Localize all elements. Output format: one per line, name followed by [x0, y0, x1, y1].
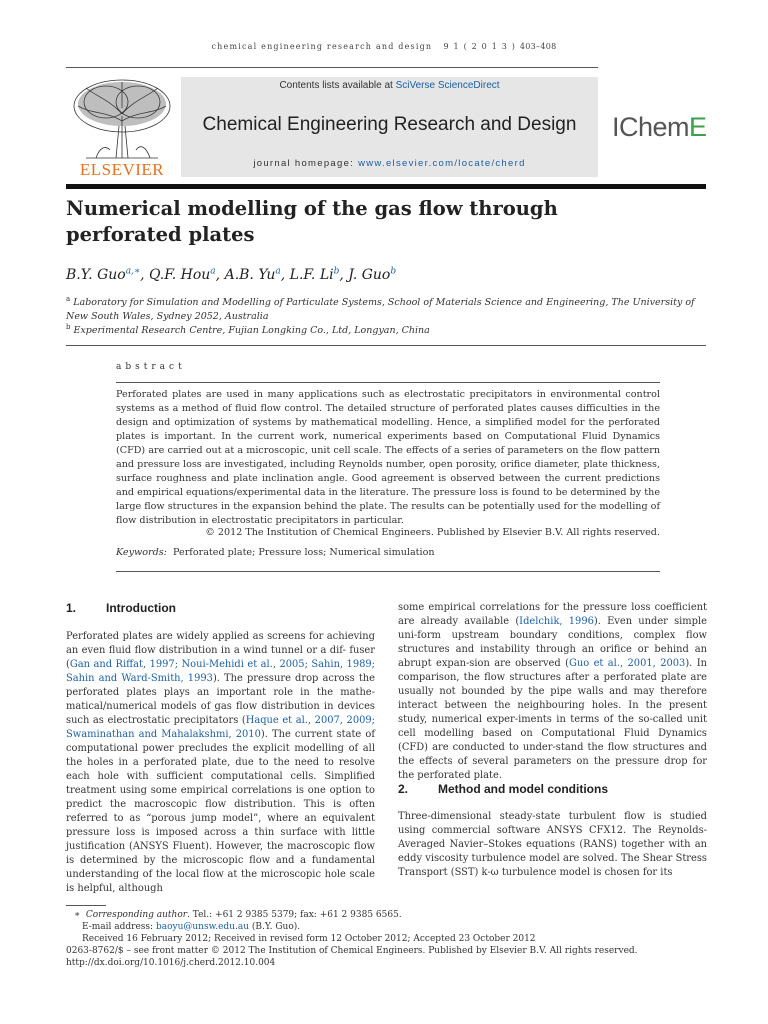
contents-prefix: Contents lists available at — [279, 80, 396, 91]
intro-paragraph: Perforated plates are widely applied as screens for achieving an even fluid flow distribution in a wind tunnel or a dif- fuser (Gan and Riffat, 1997; Noui-Mehidi et al., 2005; Sahin, 1989; Sahin and Ward-Smith, 1993). The pressure drop across the perforated plates plays an important role in the mathe-matical/numerical models of gas flow distribution in devices such as electrostatic precipitators (Haque et al., 2007, 2009; Swaminathan and Mahalakshmi, 2010). The current state of computational power precludes the explicit modelling of all the holes in a perforated plate, due to the need to resolve each hole with sufficient computational cells. Simplified treatment using some empirical correlations is one option to predict the macroscopic flow distribution. This is often referred to as “porous jump model”, where an equivalent pressure loss is imposed across a thin surface with little justification (ANSYS Fluent). However, the macroscopic flow is determined by the microscopic flow and a fundamental understanding of the local flow at the microscopic hole scale is helpful, although — [66, 631, 376, 894]
author: B.Y. Guo$^{a,∗}$, — [66, 266, 149, 283]
author: A.B. Yu$^a$, — [224, 266, 290, 283]
keywords-list: Perforated plate; Pressure loss; Numerical simulation — [173, 547, 435, 558]
citation-link[interactable]: Idelchik, 1996 — [519, 616, 594, 627]
affiliation-a: $^a$ Laboratory for Simulation and Modelling of Particulate Systems, School of Materials Science and Engineering, The University of New South Wales, Sydney 2052, Australia — [66, 295, 695, 323]
contents-line — [181, 80, 598, 91]
elsevier-wordmark: ELSEVIER — [79, 160, 165, 179]
running-head-volume: 9 1 ( 2 0 1 3 ) — [443, 42, 517, 51]
top-rule — [66, 67, 598, 68]
homepage-link[interactable]: www.elsevier.com/locate/cherd — [358, 158, 526, 169]
citation-link[interactable]: Gan and Riffat, 1997; Noui-Mehidi et al., 2005; Sahin, 1989; Sahin and Ward-Smith, 1993 — [66, 659, 375, 684]
intro-paragraph-continued: some empirical correlations for the pressure loss coefficient are already available (Idelchik, 1996). Even under simple uni-form upstream boundary conditions, complex flow structures and instability through an orifice or behind an abrupt expan-sion are observed (Guo et al., 2001, 2003). In comparison, the flow structures after a perforated plate are usually not bounded by the pipe walls and may therefore interact between the neighbouring holes. In the present study, numerical exper-iments in terms of the so-called unit cell modelling based on Computational Fluid Dynamics (CFD) are conducted to under-stand the flow structures and the effects of several parameters on the pressure drop for the perforated plate. — [398, 602, 707, 781]
keywords-rule — [116, 571, 660, 572]
section-heading-method: 2. Method and model conditions — [398, 782, 608, 796]
section-rule — [66, 345, 706, 346]
article-title: Numerical modelling of the gas flow through perforated plates — [66, 197, 558, 246]
abstract-rule — [116, 382, 660, 383]
footnote-rule — [66, 905, 106, 906]
issn-line: 0263-8762/$ – see front matter © 2012 The Institution of Chemical Engineers. Published by Elsevier B.V. All rights reserved. — [66, 946, 638, 956]
affiliation-b: $^b$ Experimental Research Centre, Fujian Longking Co., Ltd, Longyan, China — [66, 323, 430, 337]
abstract-copyright: © 2012 The Institution of Chemical Engineers. Published by Elsevier B.V. All rights reserved. — [205, 527, 660, 538]
email-note: E-mail address: baoyu@unsw.edu.au (B.Y. Guo). — [82, 922, 301, 932]
homepage-label: journal homepage: — [253, 158, 359, 169]
received-dates: Received 16 February 2012; Received in revised form 12 October 2012; Accepted 23 October 2012 — [82, 934, 536, 944]
author: L.F. Li$^b$, — [289, 266, 349, 283]
journal-homepage — [181, 158, 598, 169]
section-heading-introduction: 1. Introduction — [66, 601, 176, 615]
citation-link[interactable]: Guo et al., 2001, 2003 — [568, 658, 686, 669]
corresponding-author-note: ∗ Corresponding author. Tel.: +61 2 9385 5379; fax: +61 2 9385 6565. — [74, 910, 402, 920]
icheme-logo: IChemE — [612, 112, 707, 142]
running-head-journal: chemical engineering research and design — [211, 42, 433, 51]
author-list — [66, 266, 706, 283]
keywords-line — [116, 547, 660, 558]
email-link[interactable]: baoyu@unsw.edu.au — [155, 922, 249, 932]
running-head — [0, 42, 768, 51]
sciencedirect-link[interactable]: SciVerse ScienceDirect — [395, 80, 500, 91]
journal-title: Chemical Engineering Research and Design — [202, 114, 577, 135]
method-paragraph: Three-dimensional steady-state turbulent flow is studied using commercial software ANSYS CFX12. The Reynolds-Averaged Navier–Stokes equations (RANS) together with an eddy viscosity turbulence model are solved. The Shear Stress Transport (SST) k-ω turbulence model is chosen for its — [398, 811, 707, 878]
abstract-text: Perforated plates are used in many applications such as electrostatic precipitators in environmental control systems as a method of fluid flow control. The detailed structure of perforated plates causes difficulties in the design and optimization of systems by mathematical modelling. Hence, a simplified model for the perforated plates is important. In the current work, numerical experiments based on Computational Fluid Dynamics (CFD) are carried out at a microscopic, unit cell scale. The effects of a series of parameters on the flow pattern and pressure loss are investigated, including Reynolds number, open porosity, orifice diameter, plate thickness, surface roughness and plate inclination angle. Good agreement is observed between the current predictions and empirical equations/experimental data in the literature. The pressure loss is found to be determined by the large flow structures in the expansion behind the plate. The results can be potentially used for the modelling of flow distribution in electrostatic precipitators in particular. — [116, 389, 660, 526]
abstract-heading: abstract — [116, 362, 186, 372]
keywords-label: Keywords: — [116, 547, 167, 558]
citation-link[interactable]: Haque et al., 2007, 2009; Swaminathan and Mahalakshmi, 2010 — [66, 715, 375, 740]
running-head-pages: 403–408 — [519, 42, 557, 51]
author: J. Guo$^b$ — [348, 266, 397, 283]
masthead-rule — [66, 184, 706, 189]
doi-link[interactable]: http://dx.doi.org/10.1016/j.cherd.2012.10.004 — [66, 958, 276, 968]
author: Q.F. Hou$^a$, — [148, 266, 225, 283]
